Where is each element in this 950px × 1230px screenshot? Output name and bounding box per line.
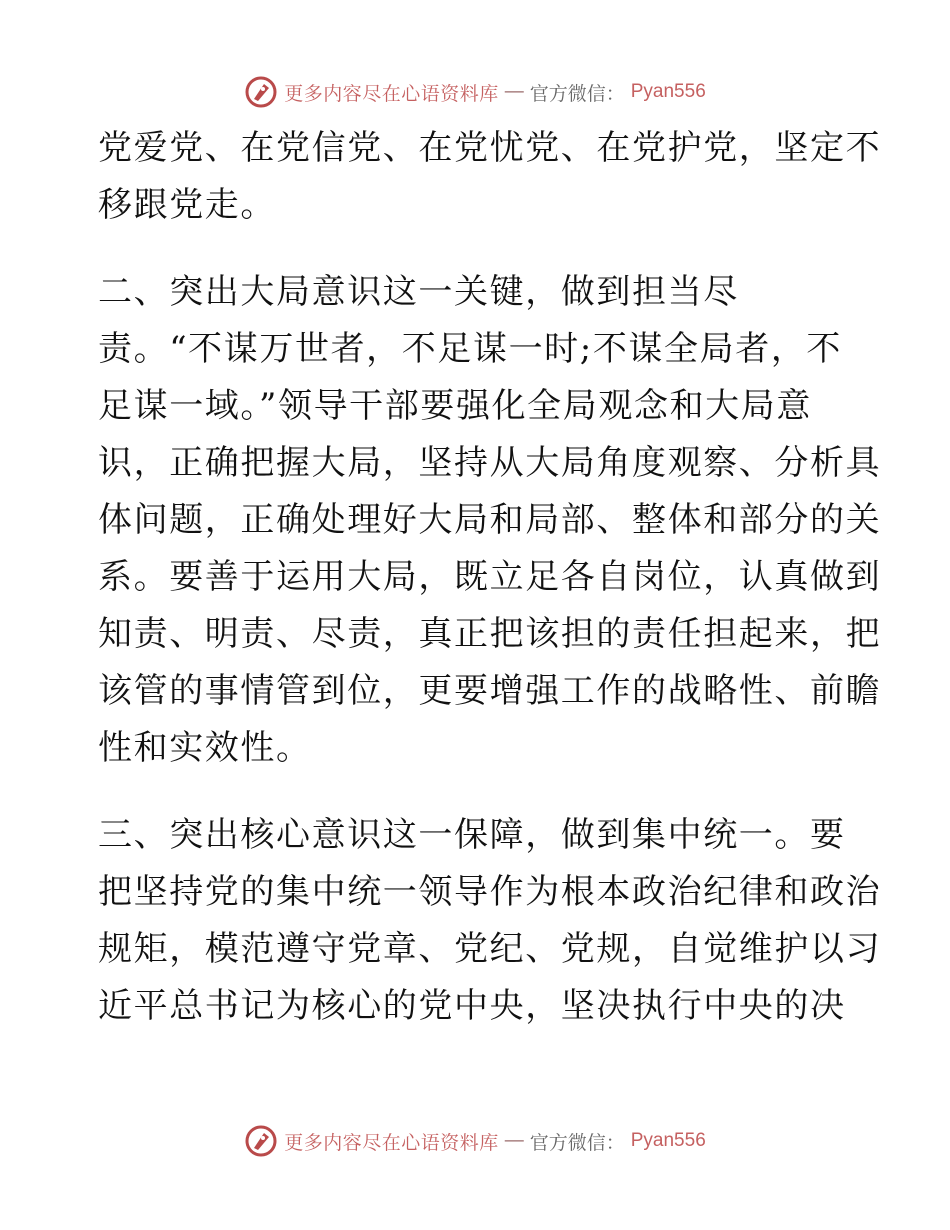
banner-main-text: 更多内容尽在心语资料库 xyxy=(284,83,499,105)
text-line: 责。“不谋万世者，不足谋一时;不谋全局者，不 xyxy=(98,329,843,369)
text-line: 性和实效性。 xyxy=(98,728,312,768)
banner-main-text: 更多内容尽在心语资料库 xyxy=(284,1132,499,1154)
text-line: 系。要善于运用大局，既立足各自岗位，认真做到 xyxy=(98,557,882,597)
pen-nib-circle-icon xyxy=(244,1124,278,1158)
footer-banner xyxy=(0,1121,950,1161)
text-line: 该管的事情管到位，更要增强工作的战略性、前瞻 xyxy=(98,671,882,711)
paragraph-1 xyxy=(98,120,882,234)
banner-wechat-id: Pyan556 xyxy=(630,1130,706,1151)
banner-wechat-label: 官方微信： xyxy=(529,1132,625,1154)
text-line: 近平总书记为核心的党中央，坚决执行中央的决 xyxy=(98,986,846,1026)
paragraph-3 xyxy=(98,807,882,1035)
text-line: 把坚持党的集中统一领导作为根本政治纪律和政治 xyxy=(98,872,882,912)
banner-separator: — xyxy=(504,1130,524,1151)
text-line: 足谋一域。”领导干部要强化全局观念和大局意 xyxy=(98,386,812,426)
pen-nib-circle-icon xyxy=(244,75,278,109)
banner-separator: — xyxy=(504,81,524,102)
banner-wechat-label: 官方微信： xyxy=(529,83,625,105)
header-banner xyxy=(0,72,950,112)
document-body xyxy=(98,120,882,1035)
text-line: 三、突出核心意识这一保障，做到集中统一。要 xyxy=(98,815,846,855)
text-line: 二、突出大局意识这一关键，做到担当尽 xyxy=(98,272,739,312)
paragraph-2 xyxy=(98,264,882,777)
text-line: 移跟党走。 xyxy=(98,185,276,225)
text-line: 党爱党、在党信党、在党忧党、在党护党，坚定不 xyxy=(98,128,882,168)
text-line: 体问题，正确处理好大局和局部、整体和部分的关 xyxy=(98,500,882,540)
text-line: 知责、明责、尽责，真正把该担的责任担起来，把 xyxy=(98,614,882,654)
banner-wechat-id: Pyan556 xyxy=(630,81,706,102)
text-line: 规矩，模范遵守党章、党纪、党规，自觉维护以习 xyxy=(98,929,882,969)
text-line: 识，正确把握大局，坚持从大局角度观察、分析具 xyxy=(98,443,882,483)
